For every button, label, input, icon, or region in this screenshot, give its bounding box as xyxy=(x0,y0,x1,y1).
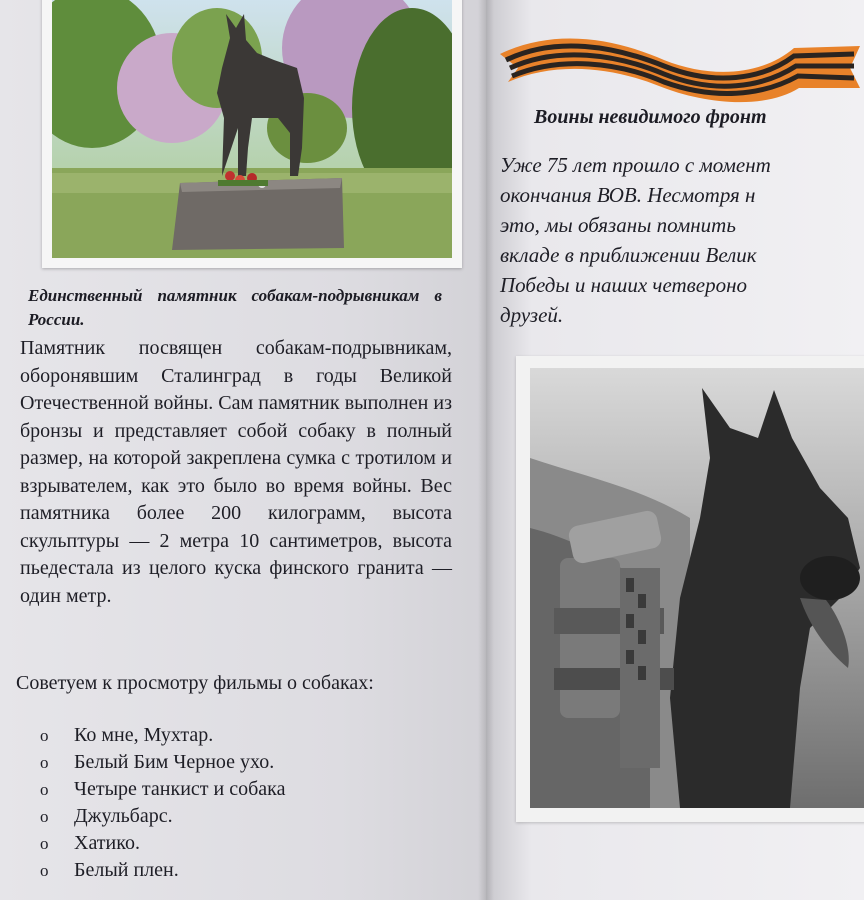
bullet-icon: o xyxy=(40,726,49,745)
film-item xyxy=(40,776,285,803)
text-line: друзей. xyxy=(500,303,564,327)
monument-caption: Единственный памятник собакам-подрывникам в России. xyxy=(28,286,442,329)
film-item xyxy=(40,749,285,776)
text-line: Уже 75 лет прошло с момент xyxy=(500,153,771,177)
film-item xyxy=(40,830,285,857)
film-title: Джульбарс. xyxy=(74,805,173,827)
text-line: это, мы обязаны помнить xyxy=(500,213,736,237)
bullet-icon: o xyxy=(40,753,49,772)
film-title: Ко мне, Мухтар. xyxy=(74,724,214,746)
film-title: Белый Бим Черное ухо. xyxy=(74,751,275,773)
film-title: Четыре танкист и собака xyxy=(74,778,286,800)
film-item xyxy=(40,857,285,884)
text-line: Победы и наших четвероно xyxy=(500,273,748,297)
films-list xyxy=(40,722,285,884)
st-george-ribbon-icon xyxy=(494,18,864,108)
right-title: Воины невидимого фронт xyxy=(534,106,767,128)
film-title: Белый плен. xyxy=(74,859,179,881)
film-item xyxy=(40,722,285,749)
bullet-icon: o xyxy=(40,780,49,799)
right-paragraph xyxy=(500,150,864,330)
monument-illustration xyxy=(52,0,452,258)
monument-photo xyxy=(42,0,462,268)
bullet-icon: o xyxy=(40,861,49,880)
bullet-icon: o xyxy=(40,834,49,853)
page-fold xyxy=(478,0,494,900)
films-heading: Советуем к просмотру фильмы о собаках: xyxy=(16,672,374,694)
film-title: Хатико. xyxy=(74,832,140,854)
monument-description: Памятник посвящен собакам-подрывникам, оборонявшим Сталинград в годы Великой Отечественной войны. Сам памятник выполнен из бронзы и представляет собой собаку в полный размер, на которой закреплена сумка с тротилом и взрывателем, как это было во время войны. Вес памятника более 200 килограмм, высота скульптуры — 2 метра 10 сантиметров, высота пьедестала из целого куска финского гранита — один метр. xyxy=(20,337,452,607)
mine-dog-photo xyxy=(516,356,864,822)
text-line: вкладе в приближении Велик xyxy=(500,243,757,267)
mine-dog-illustration xyxy=(530,368,864,808)
text-line: окончания ВОВ. Несмотря н xyxy=(500,183,756,207)
bullet-icon: o xyxy=(40,807,49,826)
film-item xyxy=(40,803,285,830)
